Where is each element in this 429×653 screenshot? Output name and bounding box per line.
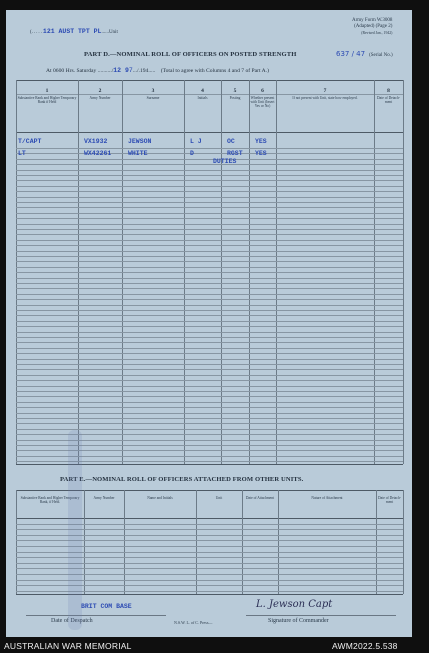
ruled-line: [16, 272, 403, 273]
unit-name: 121 AUST TPT PL: [42, 28, 102, 35]
ruled-line: [16, 256, 403, 257]
ruled-line: [16, 364, 403, 365]
column-header: Substantive Rank and Higher Temporary Rank if Held: [17, 96, 77, 105]
despatch-place: BRIT COM BASE: [81, 603, 132, 610]
ruled-line: [16, 207, 403, 208]
column-divider: [278, 490, 279, 594]
paper-stain: [68, 430, 82, 630]
column-header: Substantive Rank and Higher Temporary Rank, if Held.: [20, 496, 80, 505]
column-header: Surname: [146, 96, 160, 100]
army-form-ref: Army Form W.3008 (Adapted) (Page 2) (Revised Jan., 1942): [352, 18, 393, 35]
column-number: 4: [201, 88, 204, 94]
ruled-line: [16, 348, 403, 349]
ruled-line: [16, 391, 403, 392]
ruled-line: [16, 423, 403, 424]
ruled-line: [16, 164, 403, 165]
ruled-line: [16, 418, 403, 419]
header-bottom-rule: [16, 132, 403, 133]
ruled-line: [16, 170, 403, 171]
ruled-line: [16, 245, 403, 246]
cell-posting: RGST: [227, 150, 243, 157]
column-header: Date of Attachment: [245, 496, 275, 500]
ruled-line: [16, 310, 403, 311]
ruled-line: [16, 299, 403, 300]
column-header: Army Number: [93, 496, 115, 500]
ruled-line: [16, 213, 403, 214]
ruled-line: [16, 197, 403, 198]
column-divider: [124, 490, 125, 594]
ruled-line: [16, 175, 403, 176]
archive-caption-right: AWM2022.5.538: [332, 641, 398, 651]
column-number: 8: [387, 88, 390, 94]
ruled-line: [16, 305, 403, 306]
ruled-line: [16, 218, 403, 219]
date-line: At 0600 Hrs. Saturday ........../12 97.../.194..... (Total to agree with Columns 4 and 7 of Part A.): [46, 67, 269, 74]
column-number: 3: [151, 88, 155, 94]
column-divider: [196, 490, 197, 594]
ruled-line: [16, 386, 403, 387]
column-number: 1: [45, 88, 49, 94]
ruled-line: [16, 283, 403, 284]
cell-number: WX42261: [84, 150, 112, 157]
ruled-line: [16, 413, 403, 414]
ruled-line: [16, 402, 403, 403]
cell-posting-cont: DUTIES: [213, 158, 237, 165]
ruled-line: [16, 202, 403, 203]
column-number: 7: [323, 88, 327, 94]
cell-rank: T/CAPT: [18, 138, 42, 145]
ruled-line: [16, 229, 403, 230]
form-page: [6, 10, 412, 637]
column-header: Initials: [197, 96, 208, 100]
cell-present: YES: [255, 150, 267, 157]
ruled-line: [16, 251, 403, 252]
table-top-rule: [16, 80, 403, 81]
ruled-line: [16, 240, 403, 241]
column-header: Posting: [229, 96, 241, 100]
unit-line: (.....121 AUST TPT PL......Unit: [30, 28, 118, 35]
cell-present: YES: [255, 138, 267, 145]
ruled-line: [16, 353, 403, 354]
column-header: Name and Initials: [147, 496, 173, 500]
part-e-title: PART E.—NOMINAL ROLL OF OFFICERS ATTACHED FROM OTHER UNITS.: [60, 476, 304, 483]
archive-caption-left: AUSTRALIAN WAR MEMORIAL: [4, 641, 132, 651]
ruled-line: [16, 326, 403, 327]
serial-number: 637 / 47 (Serial No.): [336, 50, 393, 58]
column-divider: [16, 490, 17, 594]
ruled-line: [16, 148, 403, 149]
ruled-line: [16, 288, 403, 289]
column-header: Date of Detach-ment: [378, 496, 401, 505]
ruled-line: [16, 337, 403, 338]
column-number: 5: [233, 88, 237, 94]
ruled-line: [16, 315, 403, 316]
ruled-line: [16, 234, 403, 235]
ruled-line: [16, 159, 403, 160]
column-divider: [242, 490, 243, 594]
column-divider: [403, 490, 404, 594]
cell-initials: L J: [190, 138, 202, 145]
ruled-line: [16, 180, 403, 181]
printer-note: N.S.W. L. of C. Press—: [174, 620, 213, 625]
ruled-line: [16, 186, 403, 187]
cell-rank: LT: [18, 150, 26, 157]
despatch-label: Date of Despatch: [51, 618, 93, 624]
ruled-line: [16, 153, 403, 154]
part-d-title: PART D.—NOMINAL ROLL OF OFFICERS ON POSTED STRENGTH: [84, 51, 297, 58]
cell-posting: OC: [227, 138, 235, 145]
ruled-line: [16, 332, 403, 333]
column-header: If not present with Unit, state how employed.: [292, 96, 358, 100]
col-number-rule: [16, 94, 403, 95]
column-number: 6: [261, 88, 264, 94]
ruled-line: [16, 321, 403, 322]
ruled-line: [16, 369, 403, 370]
column-header: Nature of Attachment: [311, 496, 343, 500]
column-header: Unit: [215, 496, 223, 500]
signature-label: Signature of Commander: [268, 618, 329, 624]
column-number: 2: [98, 88, 102, 94]
cell-surname: WHITE: [128, 150, 148, 157]
ruled-line: [16, 191, 403, 192]
ruled-line: [16, 375, 403, 376]
cell-surname: JEWSON: [128, 138, 152, 145]
column-divider: [403, 80, 404, 464]
column-divider: [376, 490, 377, 594]
cell-initials: D: [190, 150, 194, 157]
ruled-line: [16, 396, 403, 397]
ruled-line: [16, 342, 403, 343]
ruled-line: [16, 261, 403, 262]
cell-number: VX1932: [84, 138, 108, 145]
ruled-line: [16, 359, 403, 360]
ruled-line: [16, 267, 403, 268]
ruled-line: [16, 407, 403, 408]
column-header: Date of Detach-ment: [377, 96, 400, 105]
ruled-line: [16, 294, 403, 295]
ruled-line: [16, 224, 403, 225]
column-header: Whether present with Unit (Insert Yes or No): [250, 96, 275, 109]
column-divider: [84, 490, 85, 594]
commander-signature: L. Jewson Capt: [256, 599, 333, 610]
ruled-line: [16, 278, 403, 279]
ruled-line: [16, 380, 403, 381]
column-header: Army Number: [89, 96, 111, 100]
